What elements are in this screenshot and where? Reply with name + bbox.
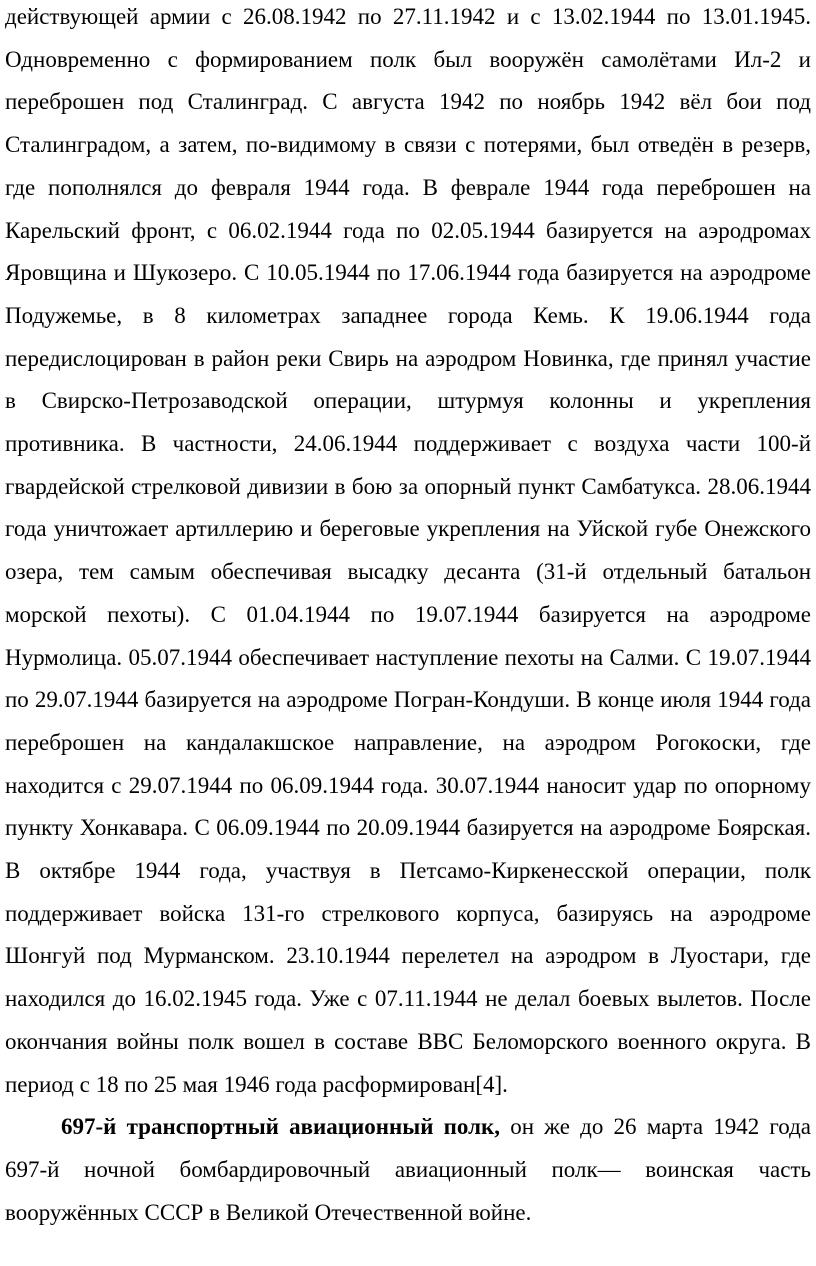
document-page xyxy=(5,0,811,1234)
body-paragraph: действующей армии с 26.08.1942 по 27.11.1942 и с 13.02.1944 по 13.01.1945. Одновременно с формированием полк был вооружён самолётами Ил-2 и переброшен под Сталинград. С августа 1942 по ноябрь 1942 вёл бои под Сталинградом, а затем, по-видимому в связи с потерями, был отведён в резерв, где пополнялся до февраля 1944 года. В феврале 1944 года переброшен на Карельский фронт, с 06.02.1944 года по 02.05.1944 базируется на аэродромах Яровщина и Шукозеро. С 10.05.1944 по 17.06.1944 года базируется на аэродроме Подужемье, в 8 километрах западнее города Кемь. К 19.06.1944 года передислоцирован в район реки Свирь на аэродром Новинка, где принял участие в Свирско-Петрозаводской операции, штурмуя колонны и укрепления противника. В частности, 24.06.1944 поддерживает с воздуха части 100-й гвардейской стрелковой дивизии в бою за опорный пункт Самбатукса. 28.06.1944 года уничтожает артиллерию и береговые укрепления на Уйской губе Онежского озера, тем самым обеспечивая высадку десанта (31-й отдельный батальон морской пехоты). С 01.04.1944 по 19.07.1944 базируется на аэродроме Нурмолица. 05.07.1944 обеспечивает наступление пехоты на Салми. С 19.07.1944 по 29.07.1944 базируется на аэродроме Погран-Кондуши. В конце июля 1944 года переброшен на кандалакшское направление, на аэродром Рогокоски, где находится с 29.07.1944 по 06.09.1944 года. 30.07.1944 наносит удар по опорному пункту Хонкавара. С 06.09.1944 по 20.09.1944 базируется на аэродроме Боярская. В октябре 1944 года, участвуя в Петсамо-Киркенесской операции, полк поддерживает войска 131-го стрелкового корпуса, базируясь на аэродроме Шонгуй под Мурманском. 23.10.1944 перелетел на аэродром в Луостари, где находился до 16.02.1945 года. Уже с 07.11.1944 не делал боевых вылетов. После окончания войны полк вошел в составе ВВС Беломорского военного округа. В период с 18 по 25 мая 1946 года расформирован[4]. xyxy=(5,4,811,1097)
regiment-name: 697-й транспортный авиационный полк, xyxy=(61,1114,501,1140)
regiment-description: он же до 26 марта 1942 года 697-й ночной бомбардировочный авиационный полк— воинская часть вооружённых СССР в Великой Отечественной войне. xyxy=(5,1114,811,1225)
regiment-paragraph xyxy=(5,1106,811,1234)
